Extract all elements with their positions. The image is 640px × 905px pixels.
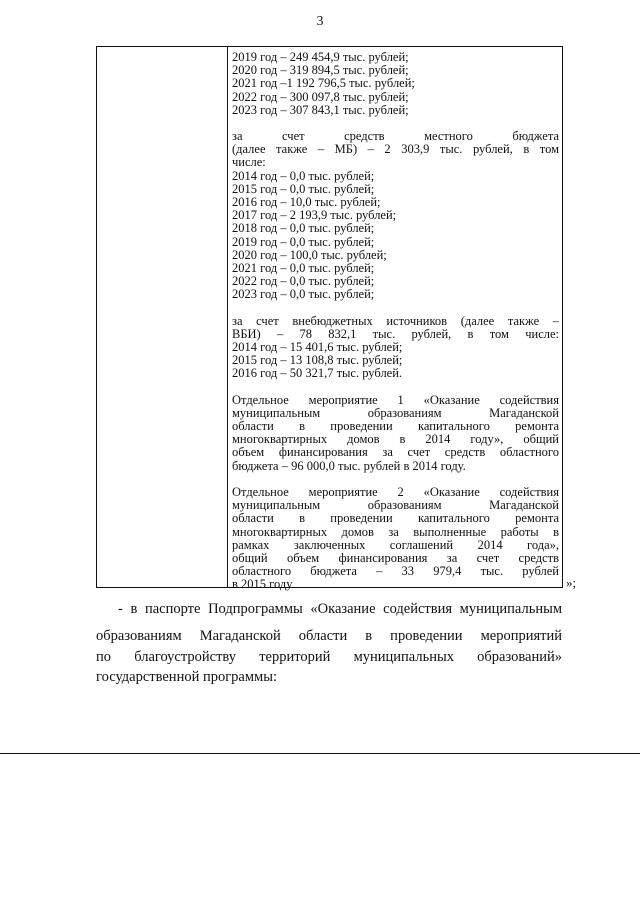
body-paragraph <box>96 648 562 666</box>
cell-line: общий объем финансирования за счет средств <box>232 551 559 565</box>
cell-line: 2016 год – 50 321,7 тыс. рублей. <box>232 367 403 381</box>
body-paragraph <box>96 627 562 645</box>
cell-line: 2020 год – 319 894,5 тыс. рублей; <box>232 64 409 78</box>
cell-line: муниципальным образованиям Магаданской <box>232 406 559 420</box>
cell-line: 2022 год – 300 097,8 тыс. рублей; <box>232 90 409 104</box>
passport-table <box>96 46 563 592</box>
cell-line: 2022 год – 0,0 тыс. рублей; <box>232 275 375 289</box>
cell-line: 2021 год –1 192 796,5 тыс. рублей; <box>232 77 415 91</box>
cell-line: бюджета – 96 000,0 тыс. рублей в 2014 году. <box>232 459 466 473</box>
cell-line: 2015 год – 13 108,8 тыс. рублей; <box>232 354 403 368</box>
page-number: 3 <box>316 14 324 29</box>
cell-line: за счет средств местного бюджета <box>232 130 559 144</box>
cell-line: за счет внебюджетных источников (далее также – <box>232 314 559 328</box>
cell-line: 2016 год – 10,0 тыс. рублей; <box>232 196 381 210</box>
column-divider <box>227 47 228 587</box>
cell-line: числе: <box>232 156 266 170</box>
body-paragraph <box>96 668 562 686</box>
body-paragraph <box>96 600 562 618</box>
cell-line: области в проведении капитального ремонта <box>232 512 559 526</box>
closing-quote: »; <box>566 575 577 590</box>
cell-line: 2015 год – 0,0 тыс. рублей; <box>232 182 375 196</box>
paragraph-line: по благоустройству территорий муниципальных образований» <box>96 649 562 665</box>
cell-line: области в проведении капитального ремонта <box>232 420 559 434</box>
paragraph-line: - в паспорте Подпрограммы «Оказание содействия муниципальным <box>118 601 562 617</box>
paragraph-line: образованиям Магаданской области в проведении мероприятий <box>96 628 562 644</box>
cell-line: 2014 год – 0,0 тыс. рублей; <box>232 169 375 183</box>
cell-line: областного бюджета – 33 979,4 тыс. рублей <box>232 565 559 579</box>
cell-line: многоквартирных домов в 2014 году», общий <box>232 433 559 447</box>
cell-line: 2017 год – 2 193,9 тыс. рублей; <box>232 209 397 223</box>
paragraph-line: государственной программы: <box>96 669 277 685</box>
cell-line: 2014 год – 15 401,6 тыс. рублей; <box>232 341 403 355</box>
funding-cell <box>232 51 559 592</box>
cell-line: в 2015 году <box>232 578 293 592</box>
footer-rule <box>0 753 640 754</box>
cell-line: 2019 год – 0,0 тыс. рублей; <box>232 235 375 249</box>
cell-line: 2018 год – 0,0 тыс. рублей; <box>232 222 375 236</box>
cell-line: 2019 год – 249 454,9 тыс. рублей; <box>232 51 409 64</box>
cell-line: 2020 год – 100,0 тыс. рублей; <box>232 248 387 262</box>
cell-line: 2021 год – 0,0 тыс. рублей; <box>232 262 375 276</box>
cell-line: объем финансирования за счет средств областного <box>232 446 559 460</box>
cell-line: 2023 год – 307 843,1 тыс. рублей; <box>232 103 409 117</box>
cell-line: (далее также – МБ) – 2 303,9 тыс. рублей, в том <box>232 143 559 157</box>
cell-line: рамках заключенных соглашений 2014 года», <box>232 538 559 552</box>
cell-line: Отдельное мероприятие 2 «Оказание содействия <box>232 485 559 499</box>
cell-line: 2023 год – 0,0 тыс. рублей; <box>232 288 375 302</box>
cell-line: муниципальным образованиям Магаданской <box>232 499 559 513</box>
cell-line: многоквартирных домов за выполненные работы в <box>232 525 559 539</box>
cell-line: Отдельное мероприятие 1 «Оказание содействия <box>232 393 559 407</box>
cell-line: ВБИ) – 78 832,1 тыс. рублей, в том числе: <box>232 327 559 341</box>
